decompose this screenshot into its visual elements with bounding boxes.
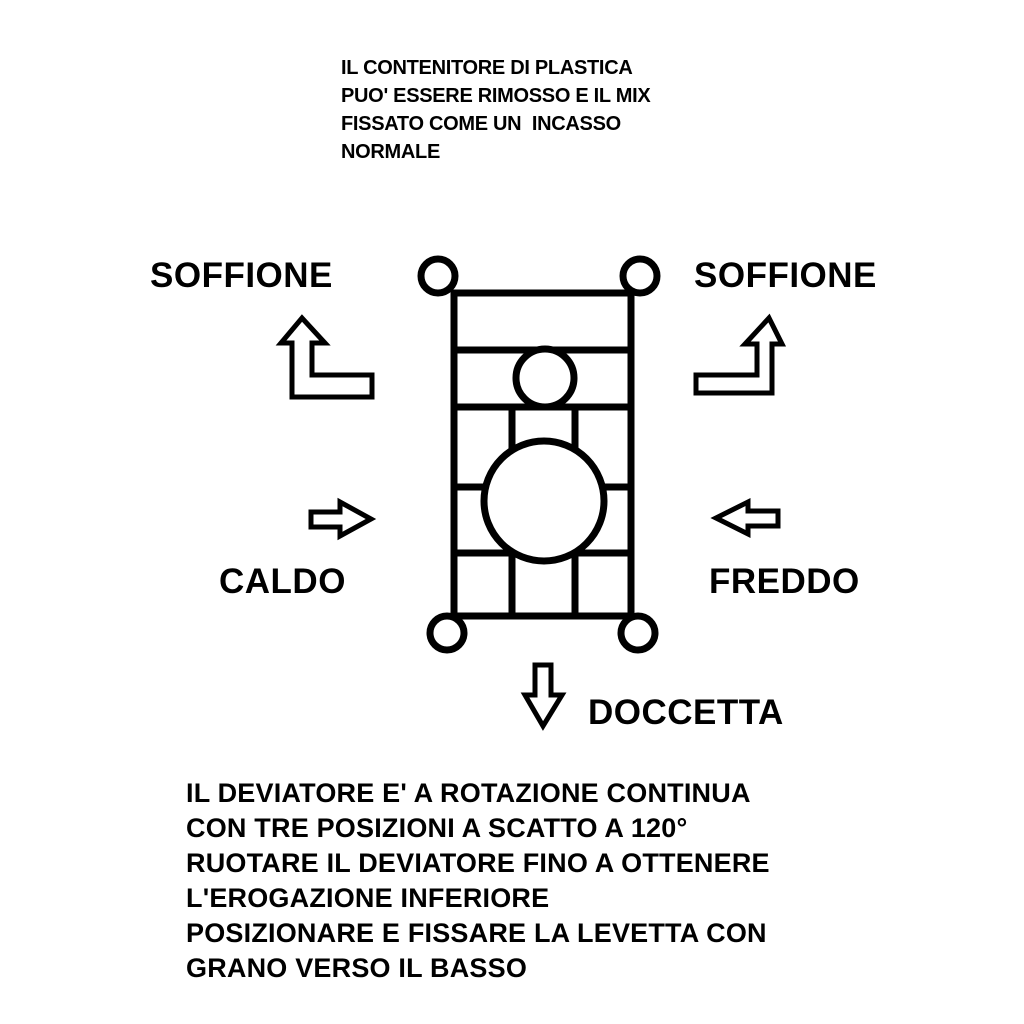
diverter-circle [516,349,574,407]
label-freddo: FREDDO [709,562,860,601]
arrow-down-icon [525,665,562,726]
label-soffione-left: SOFFIONE [150,256,333,295]
top-note-line: NORMALE [341,141,441,163]
mounting-hole [421,259,455,293]
top-note-line: FISSATO COME UN INCASSO [341,113,621,135]
label-soffione-right: SOFFIONE [694,256,877,295]
arrow-left-icon [716,502,778,534]
bottom-note-line: POSIZIONARE E FISSARE LA LEVETTA CON [186,918,767,948]
bottom-note [186,776,770,986]
cartridge-circle [484,441,604,561]
bottom-note-line: GRANO VERSO IL BASSO [186,953,528,983]
label-caldo: CALDO [219,562,346,601]
bottom-note-line: CON TRE POSIZIONI A SCATTO A 120° [186,813,688,843]
bottom-note-line: IL DEVIATORE E' A ROTAZIONE CONTINUA [186,778,751,808]
arrow-up-left-icon [281,318,372,397]
top-note-line: IL CONTENITORE DI PLASTICA [341,57,633,79]
arrow-right-icon [311,502,371,536]
mounting-hole [623,259,657,293]
bottom-note-line: L'EROGAZIONE INFERIORE [186,883,550,913]
arrow-up-right-icon [696,318,782,393]
mounting-hole [621,616,655,650]
top-note-line: PUO' ESSERE RIMOSSO E IL MIX [341,85,651,107]
bottom-note-line: RUOTARE IL DEVIATORE FINO A OTTENERE [186,848,770,878]
mounting-hole [430,616,464,650]
label-doccetta: DOCCETTA [588,693,784,732]
